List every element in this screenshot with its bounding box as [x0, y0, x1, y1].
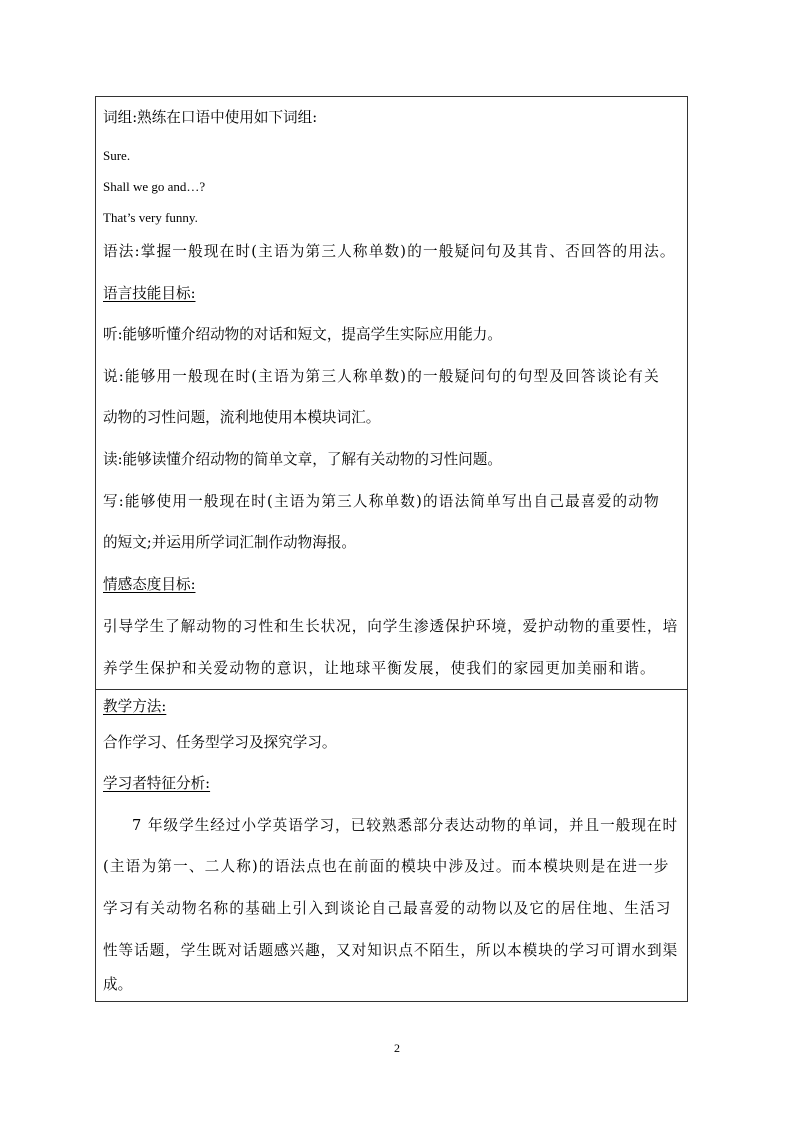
phrase-line: Sure. [103, 148, 131, 163]
speaking-line: 说:能够用一般现在时(主语为第三人称单数)的一般疑问句的句型及回答谈论有关 [103, 368, 660, 385]
methods-heading: 教学方法: [103, 698, 167, 715]
phrase-line: Shall we go and…? [103, 179, 206, 194]
writing-line: 写:能够使用一般现在时(主语为第三人称单数)的语法简单写出自己最喜爱的动物 [103, 493, 660, 510]
learner-line: 成。 [103, 976, 133, 993]
learner-line: (主语为第一、二人称)的语法点也在前面的模块中涉及过。而本模块则是在进一步 [103, 858, 670, 875]
learner-heading: 学习者特征分析: [103, 775, 211, 792]
phrases-heading: 词组:熟练在口语中使用如下词组: [103, 109, 318, 126]
attitude-line-cont: 养学生保护和关爱动物的意识，让地球平衡发展，使我们的家园更加美丽和谐。 [103, 660, 656, 677]
objectives-cell [95, 96, 688, 690]
skills-heading: 语言技能目标: [103, 285, 196, 302]
phrase-line: That’s very funny. [103, 210, 198, 225]
methods-line: 合作学习、任务型学习及探究学习。 [103, 734, 337, 751]
speaking-line-cont: 动物的习性问题，流利地使用本模块词汇。 [103, 409, 381, 426]
attitude-heading: 情感态度目标: [103, 576, 196, 593]
listening-line: 听:能够听懂介绍动物的对话和短文，提高学生实际应用能力。 [103, 326, 502, 343]
learner-line: 7 年级学生经过小学英语学习，已较熟悉部分表达动物的单词，并且一般现在时 [132, 817, 679, 834]
page-number: 2 [394, 1041, 400, 1055]
methods-cell [95, 689, 688, 1002]
reading-line: 读:能够读懂介绍动物的简单文章，了解有关动物的习性问题。 [103, 451, 502, 468]
writing-line-cont: 的短文;并运用所学词汇制作动物海报。 [103, 534, 357, 551]
learner-line: 性等话题，学生既对话题感兴趣，又对知识点不陌生，所以本模块的学习可谓水到渠 [103, 942, 679, 959]
attitude-line: 引导学生了解动物的习性和生长状况，向学生渗透保护环境，爱护动物的重要性，培 [103, 618, 679, 635]
learner-line: 学习有关动物名称的基础上引入到谈论自己最喜爱的动物以及它的居住地、生活习 [103, 900, 672, 917]
grammar-line: 语法:掌握一般现在时(主语为第三人称单数)的一般疑问句及其肯、否回答的用法。 [103, 243, 676, 260]
